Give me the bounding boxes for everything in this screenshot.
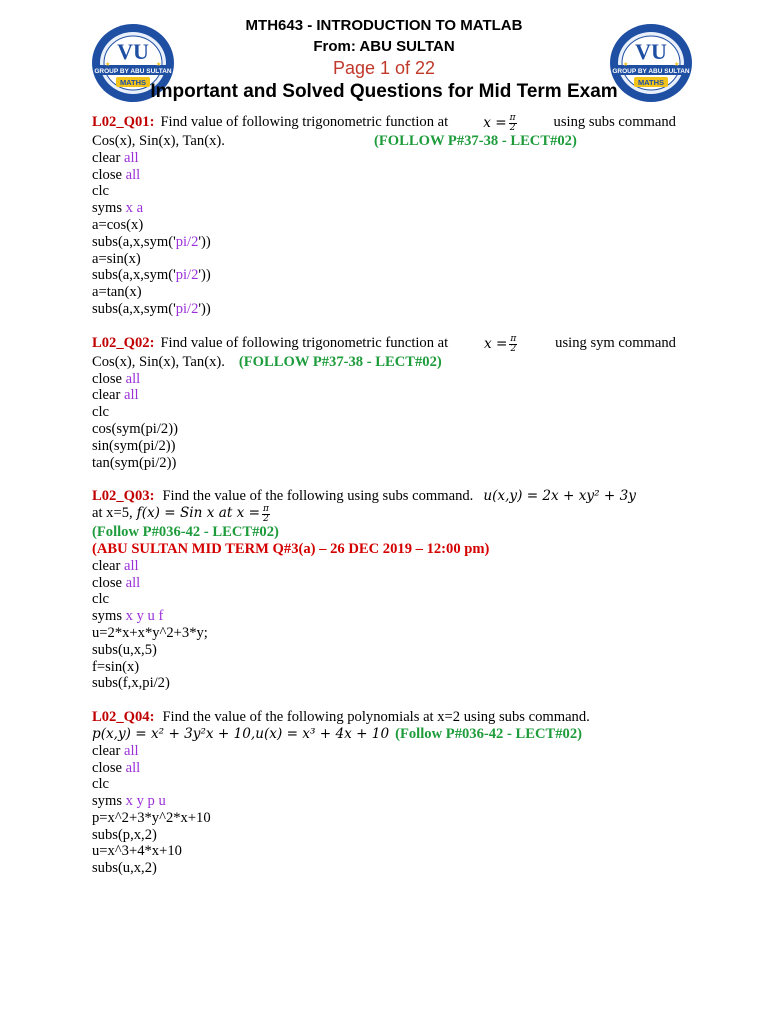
code-line: a=tan(x): [92, 284, 142, 301]
question-2-code: [92, 371, 676, 472]
code-line: clear all: [92, 149, 139, 166]
code-line: a=cos(x): [92, 216, 144, 233]
code-line: close all: [92, 759, 141, 776]
question-3-text: Find the value of the following using subs command.: [162, 488, 474, 505]
question-3-condition: at x=5,: [92, 505, 133, 522]
code-line: subs(p,x,2): [92, 826, 157, 843]
code-keyword: pi/2: [175, 233, 199, 250]
code-line: subs(u,x,5): [92, 641, 157, 658]
question-3-math-2: f(x) = Sin x at x =: [136, 505, 260, 522]
code-keyword: all: [125, 166, 141, 183]
document-title: Important and Solved Questions for Mid Term Exam: [150, 81, 618, 102]
code-line: subs(a,x,sym('pi/2')): [92, 233, 211, 250]
question-2-math: x =: [484, 335, 508, 352]
svg-text:MATHS: MATHS: [637, 78, 665, 87]
code-line: clc: [92, 591, 110, 608]
code-line: syms x a: [92, 200, 144, 217]
code-line: u=2*x+x*y^2+3*y;: [92, 624, 208, 641]
course-title: MTH643 - INTRODUCTION TO MATLAB: [245, 17, 523, 34]
question-1-line-2: [92, 133, 676, 150]
code-line: tan(sym(pi/2)): [92, 454, 177, 471]
code-line: subs(a,x,sym('pi/2')): [92, 267, 211, 284]
page-number: Page 1 of 22: [332, 58, 436, 78]
question-3-exam-note: (ABU SULTAN MID TERM Q#3(a) – 26 DEC 2019 – 12:00 pm): [92, 540, 490, 557]
code-line: sin(sym(pi/2)): [92, 437, 176, 454]
code-line: close all: [92, 370, 141, 387]
code-line: clear all: [92, 557, 139, 574]
question-2-method: using sym command: [555, 334, 676, 351]
code-line: clc: [92, 404, 110, 421]
question-4-id: L02_Q04:: [92, 709, 155, 726]
code-line: subs(a,x,sym('pi/2')): [92, 300, 211, 317]
pi-over-2-fraction: $\frac{\pi}{2}$: [509, 113, 516, 133]
code-keyword: all: [125, 370, 141, 387]
code-keyword: x y p u: [125, 793, 166, 810]
code-line: clear all: [92, 742, 139, 759]
svg-text:★: ★: [623, 62, 629, 68]
question-3: [92, 488, 676, 692]
question-1-functions: Cos(x), Sin(x), Tan(x).: [92, 133, 225, 149]
question-3-id: L02_Q03:: [92, 488, 155, 505]
document-body: [92, 114, 676, 877]
question-4-text: Find the value of the following polynomials at x=2 using subs command.: [162, 709, 590, 726]
question-2-line-2: [92, 354, 676, 371]
svg-text:★: ★: [156, 62, 162, 68]
question-1-id: L02_Q01:: [92, 114, 155, 130]
code-line: clc: [92, 183, 110, 200]
svg-text:VU: VU: [635, 39, 667, 64]
question-1-math: x =: [483, 114, 507, 131]
author-line: From: ABU SULTAN: [313, 38, 455, 55]
pi-over-2-fraction: $\frac{\pi}{2}$: [510, 333, 517, 354]
question-4-reference: (Follow P#036-42 - LECT#02): [395, 725, 582, 742]
code-line: subs(u,x,2): [92, 860, 157, 877]
question-4-line-1: [92, 709, 676, 726]
pi-over-2-fraction: $\frac{\pi}{2}$: [262, 504, 269, 525]
question-3-code: [92, 558, 676, 692]
code-keyword: all: [124, 387, 139, 404]
question-2-line-1: [92, 335, 676, 354]
question-4-math: p(x,y) = x² + 3y²x + 10,u(x) = x³ + 4x + 10: [92, 725, 390, 742]
code-keyword: all: [124, 557, 139, 574]
page-header: [0, 0, 768, 110]
svg-text:★: ★: [105, 62, 111, 68]
question-4-code: [92, 743, 676, 877]
code-keyword: pi/2: [175, 300, 199, 317]
question-3-reference: (Follow P#036-42 - LECT#02): [92, 524, 279, 541]
svg-text:GROUP BY ABU SULTAN: GROUP BY ABU SULTAN: [612, 68, 690, 75]
svg-text:MATHS: MATHS: [119, 78, 147, 87]
code-keyword: all: [125, 759, 141, 776]
code-keyword: x a: [125, 200, 144, 217]
question-2-functions: Cos(x), Sin(x), Tan(x).: [92, 353, 225, 370]
code-line: u=x^3+4*x+10: [92, 843, 182, 860]
question-1-code: [92, 150, 676, 318]
question-2: [92, 335, 676, 472]
code-keyword: pi/2: [175, 267, 199, 284]
question-4-line-2: [92, 726, 676, 743]
question-1-reference: (FOLLOW P#37-38 - LECT#02): [374, 133, 577, 149]
code-keyword: x y u f: [125, 608, 164, 625]
question-2-reference: (FOLLOW P#37-38 - LECT#02): [238, 353, 442, 370]
question-2-id: L02_Q02:: [92, 334, 155, 351]
question-2-text: Find value of following trigonometric function at: [160, 334, 449, 351]
question-3-line-1: [92, 488, 676, 505]
code-keyword: all: [124, 149, 139, 166]
vu-logo-right: [608, 22, 694, 104]
code-line: f=sin(x): [92, 658, 140, 675]
svg-text:VU: VU: [117, 39, 149, 64]
question-4: [92, 709, 676, 877]
question-1-method: using subs command: [553, 114, 676, 130]
code-keyword: all: [124, 742, 139, 759]
code-line: close all: [92, 574, 141, 591]
code-line: a=sin(x): [92, 250, 141, 267]
question-3-math: u(x,y) = 2x + xy² + 3y: [483, 488, 636, 505]
code-line: p=x^2+3*y^2*x+10: [92, 809, 211, 826]
question-1-line-1: [92, 114, 676, 133]
code-line: subs(f,x,pi/2): [92, 675, 170, 692]
code-line: clear all: [92, 387, 139, 404]
code-line: syms x y p u: [92, 793, 166, 810]
code-line: clc: [92, 776, 110, 793]
question-1-text: Find value of following trigonometric function at: [160, 114, 449, 130]
code-line: close all: [92, 166, 141, 183]
code-line: syms x y u f: [92, 608, 164, 625]
question-1: [92, 114, 676, 318]
question-3-line-2: [92, 505, 676, 524]
svg-text:GROUP BY ABU SULTAN: GROUP BY ABU SULTAN: [94, 68, 172, 75]
code-keyword: all: [125, 574, 141, 591]
svg-text:★: ★: [674, 62, 680, 68]
code-line: cos(sym(pi/2)): [92, 420, 178, 437]
